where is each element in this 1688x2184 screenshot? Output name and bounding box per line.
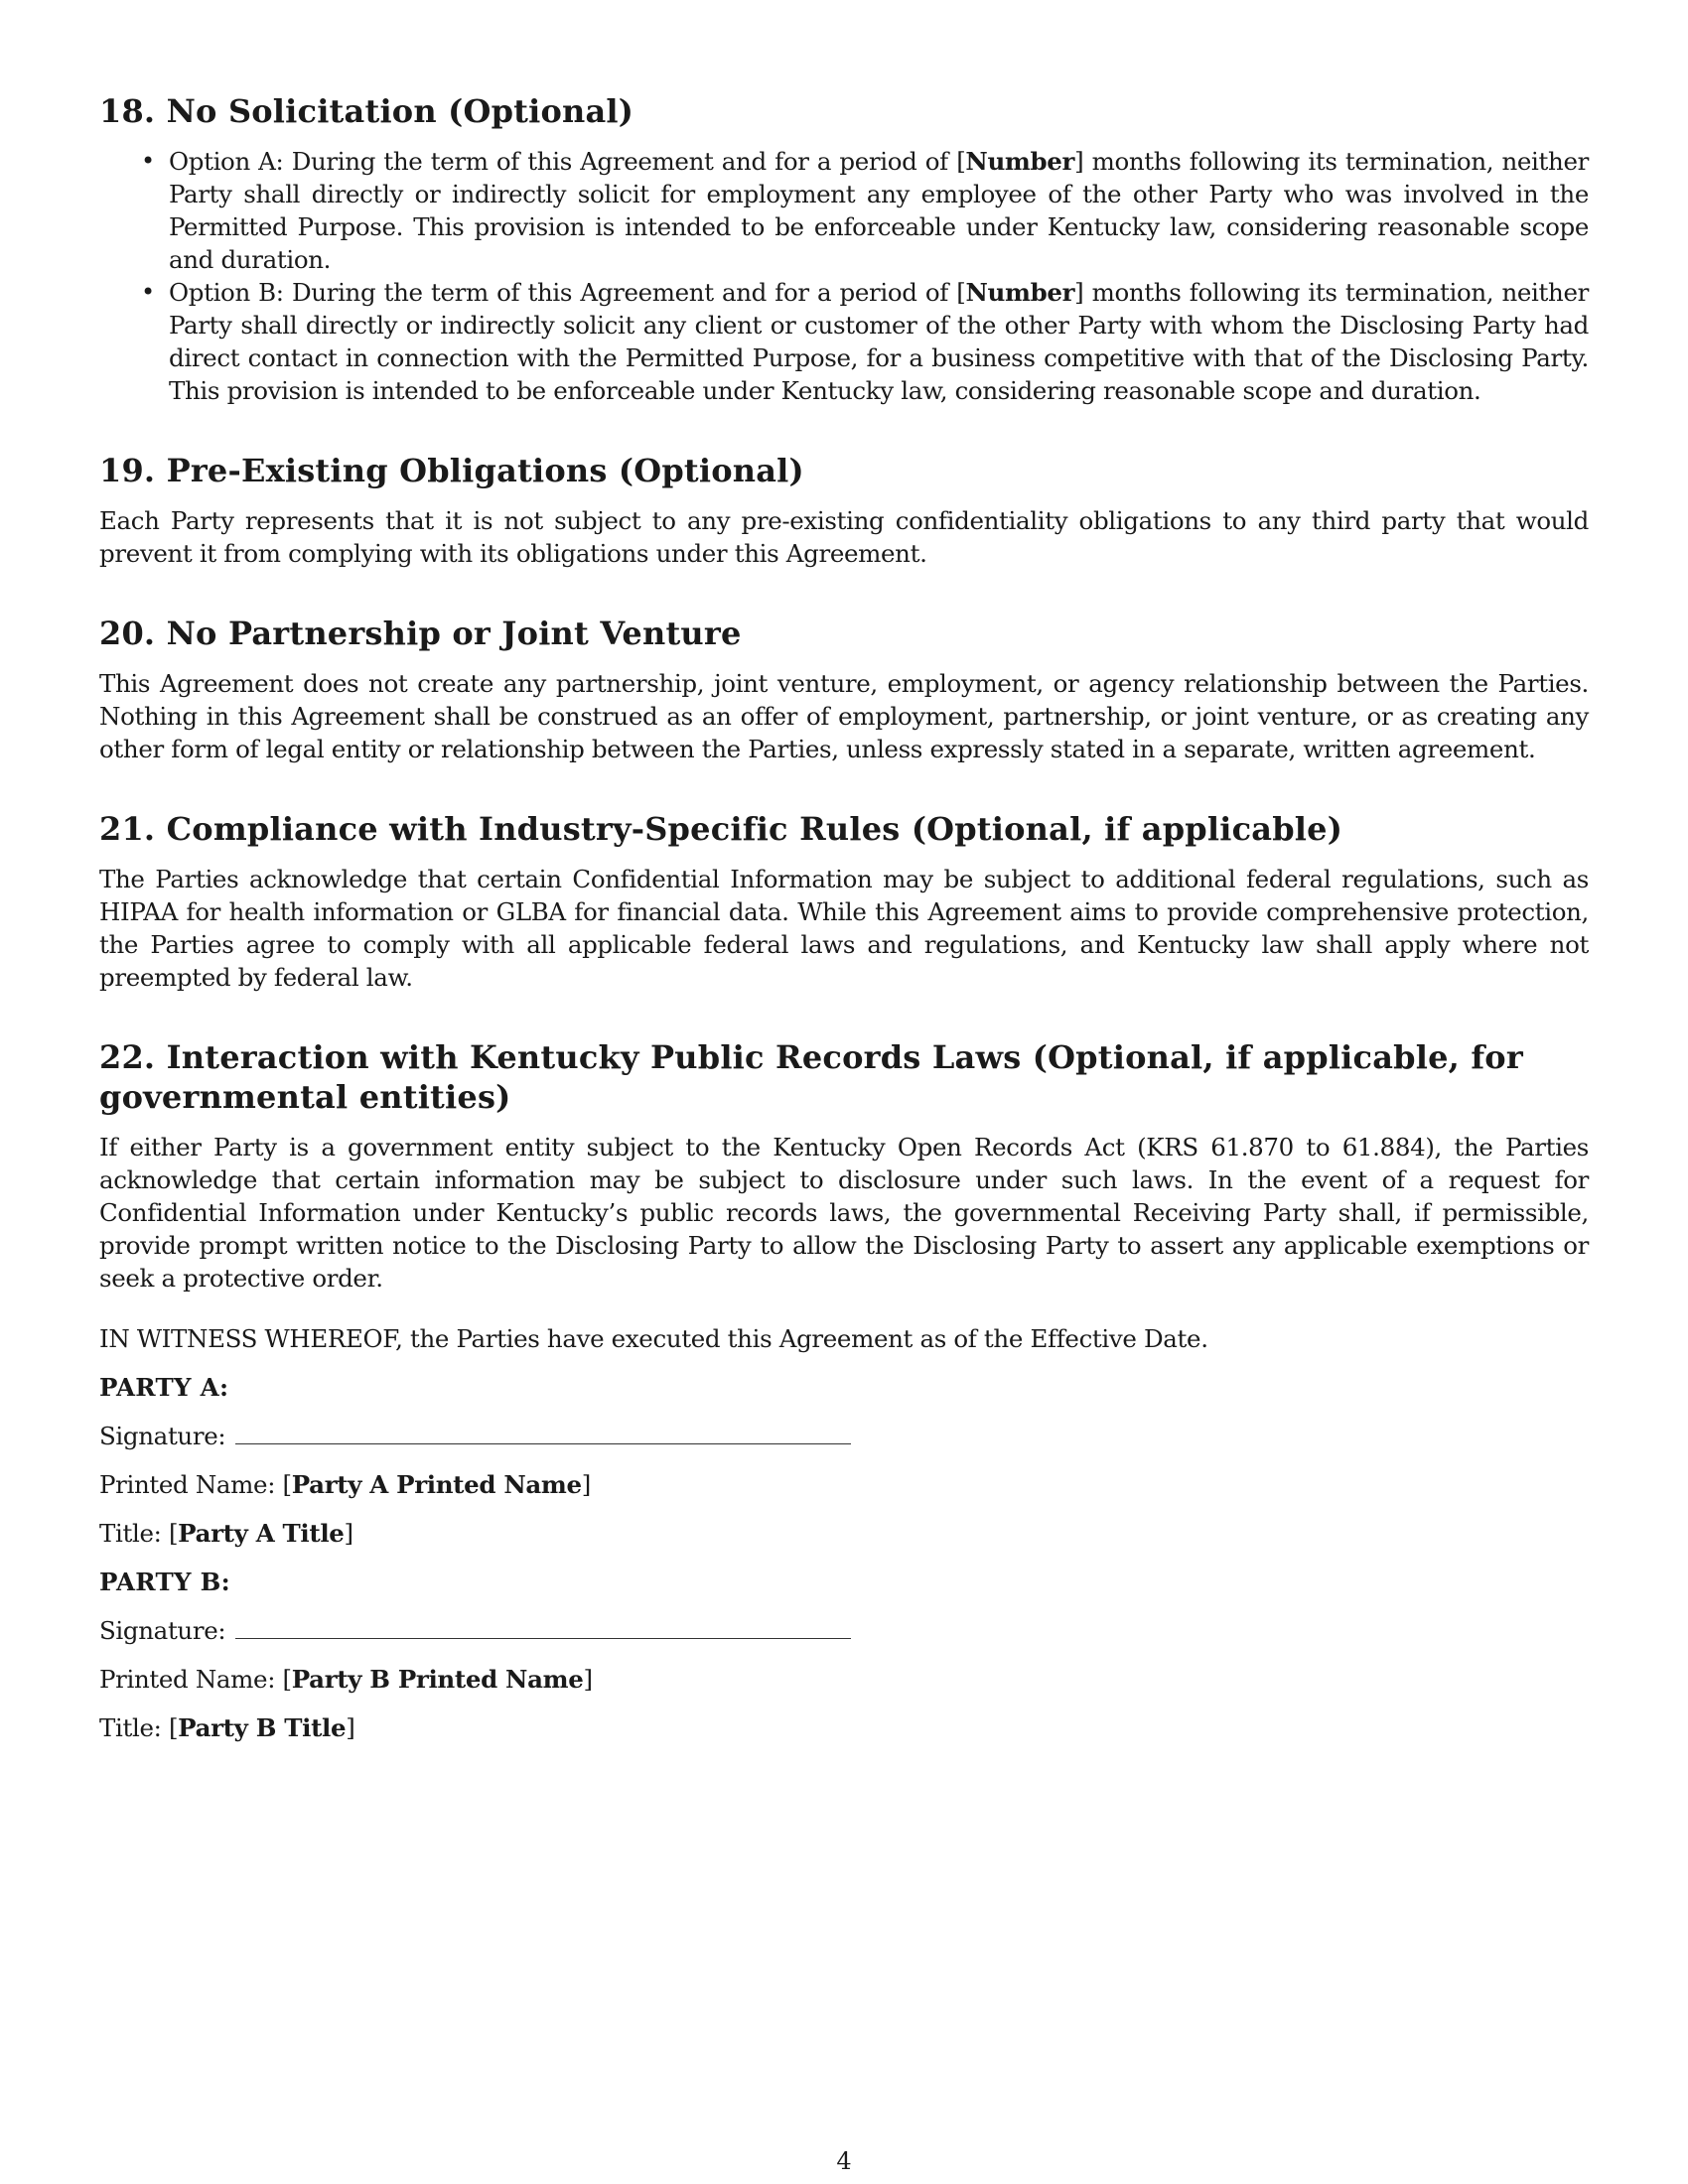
party-b-title-placeholder: Party B Title (178, 1713, 347, 1742)
section-19 (99, 451, 1589, 570)
section-19-body: Each Party represents that it is not subject to any pre-existing confidentiality obligations to any third party that would prevent it from complying with its obligations under this Agreement. (99, 506, 1589, 568)
section-21 (99, 809, 1589, 994)
section-19-heading: 19. Pre-Existing Obligations (Optional) (99, 452, 804, 489)
section-18-heading: 18. No Solicitation (Optional) (99, 92, 634, 130)
party-a-title-row (99, 1517, 1589, 1550)
option-a-text-pre: Option A: During the term of this Agreement and for a period of [ (169, 147, 966, 176)
close-bracket: ] (583, 1665, 593, 1694)
witness-statement: IN WITNESS WHEREOF, the Parties have executed this Agreement as of the Effective Date. (99, 1324, 1208, 1353)
option-b-text-pre: Option B: During the term of this Agreement and for a period of [ (169, 278, 966, 307)
party-b-title-row (99, 1711, 1589, 1744)
party-b-printed-name-placeholder: Party B Printed Name (291, 1665, 584, 1694)
party-b-heading: PARTY B: (99, 1568, 230, 1596)
option-b-placeholder: Number (965, 278, 1075, 307)
party-a-heading: PARTY A: (99, 1373, 229, 1402)
close-bracket: ] (581, 1470, 591, 1499)
party-a-signature-line[interactable] (235, 1420, 851, 1444)
party-a-printed-name-placeholder: Party A Printed Name (291, 1470, 582, 1499)
option-a-placeholder: Number (965, 147, 1075, 176)
party-a-printed-name-row (99, 1468, 1589, 1501)
option-a-text-post: ] months following its termination, neither Party shall directly or indirectly solicit for employment any employee of the other Party who was involved in the Permitted Purpose. This provision is intended to be enforceable under Kentucky law, considering reasonable scope and duration. (169, 147, 1589, 274)
section-22-heading: 22. Interaction with Kentucky Public Records Laws (Optional, if applicable, for governmental entities) (99, 1038, 1523, 1116)
printed-name-label: Printed Name: [ (99, 1665, 292, 1694)
section-20 (99, 614, 1589, 765)
section-18 (99, 91, 1589, 407)
page-number: 4 (836, 2147, 852, 2175)
party-b-signature-line[interactable] (235, 1614, 851, 1639)
signature-label: Signature: (99, 1422, 226, 1450)
party-b-signature-row (99, 1614, 1589, 1647)
printed-name-label: Printed Name: [ (99, 1470, 292, 1499)
section-20-body: This Agreement does not create any partnership, joint venture, employment, or agency relationship between the Parties. Nothing in this Agreement shall be construed as an offer of employment, partnership, or joint venture, or as creating any other form of legal entity or relationship between the Parties, unless expressly stated in a separate, written agreement. (99, 669, 1589, 763)
party-a-block (99, 1371, 1589, 1550)
option-b-item (141, 276, 1589, 407)
close-bracket: ] (346, 1713, 355, 1742)
title-label: Title: [ (99, 1713, 179, 1742)
party-b-printed-name-row (99, 1663, 1589, 1696)
option-b-text-post: ] months following its termination, neither Party shall directly or indirectly solicit any client or customer of the other Party with whom the Disclosing Party had direct contact in connection with the Permitted Purpose, for a business competitive with that of the Disclosing Party. This provision is intended to be enforceable under Kentucky law, considering reasonable scope and duration. (169, 278, 1589, 405)
party-a-signature-row (99, 1420, 1589, 1452)
section-21-heading: 21. Compliance with Industry-Specific Rules (Optional, if applicable) (99, 810, 1343, 848)
title-label: Title: [ (99, 1519, 179, 1548)
bullet-icon: • (141, 278, 155, 306)
bullet-icon: • (141, 147, 155, 175)
section-22 (99, 1037, 1589, 1295)
close-bracket: ] (344, 1519, 353, 1548)
signature-label: Signature: (99, 1616, 226, 1645)
solicitation-options-list (99, 145, 1589, 407)
option-a-item (141, 145, 1589, 276)
document-page (99, 91, 1589, 1760)
party-a-title-placeholder: Party A Title (178, 1519, 345, 1548)
section-20-heading: 20. No Partnership or Joint Venture (99, 614, 742, 652)
section-22-body: If either Party is a government entity subject to the Kentucky Open Records Act (KRS 61.870 to 61.884), the Parties acknowledge that certain information may be subject to disclosure under such laws. In the event of a request for Confidential Information under Kentucky’s public records laws, the governmental Receiving Party shall, if permissible, provide prompt written notice to the Disclosing Party to allow the Disclosing Party to assert any applicable exemptions or seek a protective order. (99, 1133, 1589, 1293)
party-b-block (99, 1566, 1589, 1744)
section-21-body: The Parties acknowledge that certain Confidential Information may be subject to additional federal regulations, such as HIPAA for health information or GLBA for financial data. While this Agreement aims to provide comprehensive protection, the Parties agree to comply with all applicable federal laws and regulations, and Kentucky law shall apply where not preempted by federal law. (99, 865, 1589, 992)
